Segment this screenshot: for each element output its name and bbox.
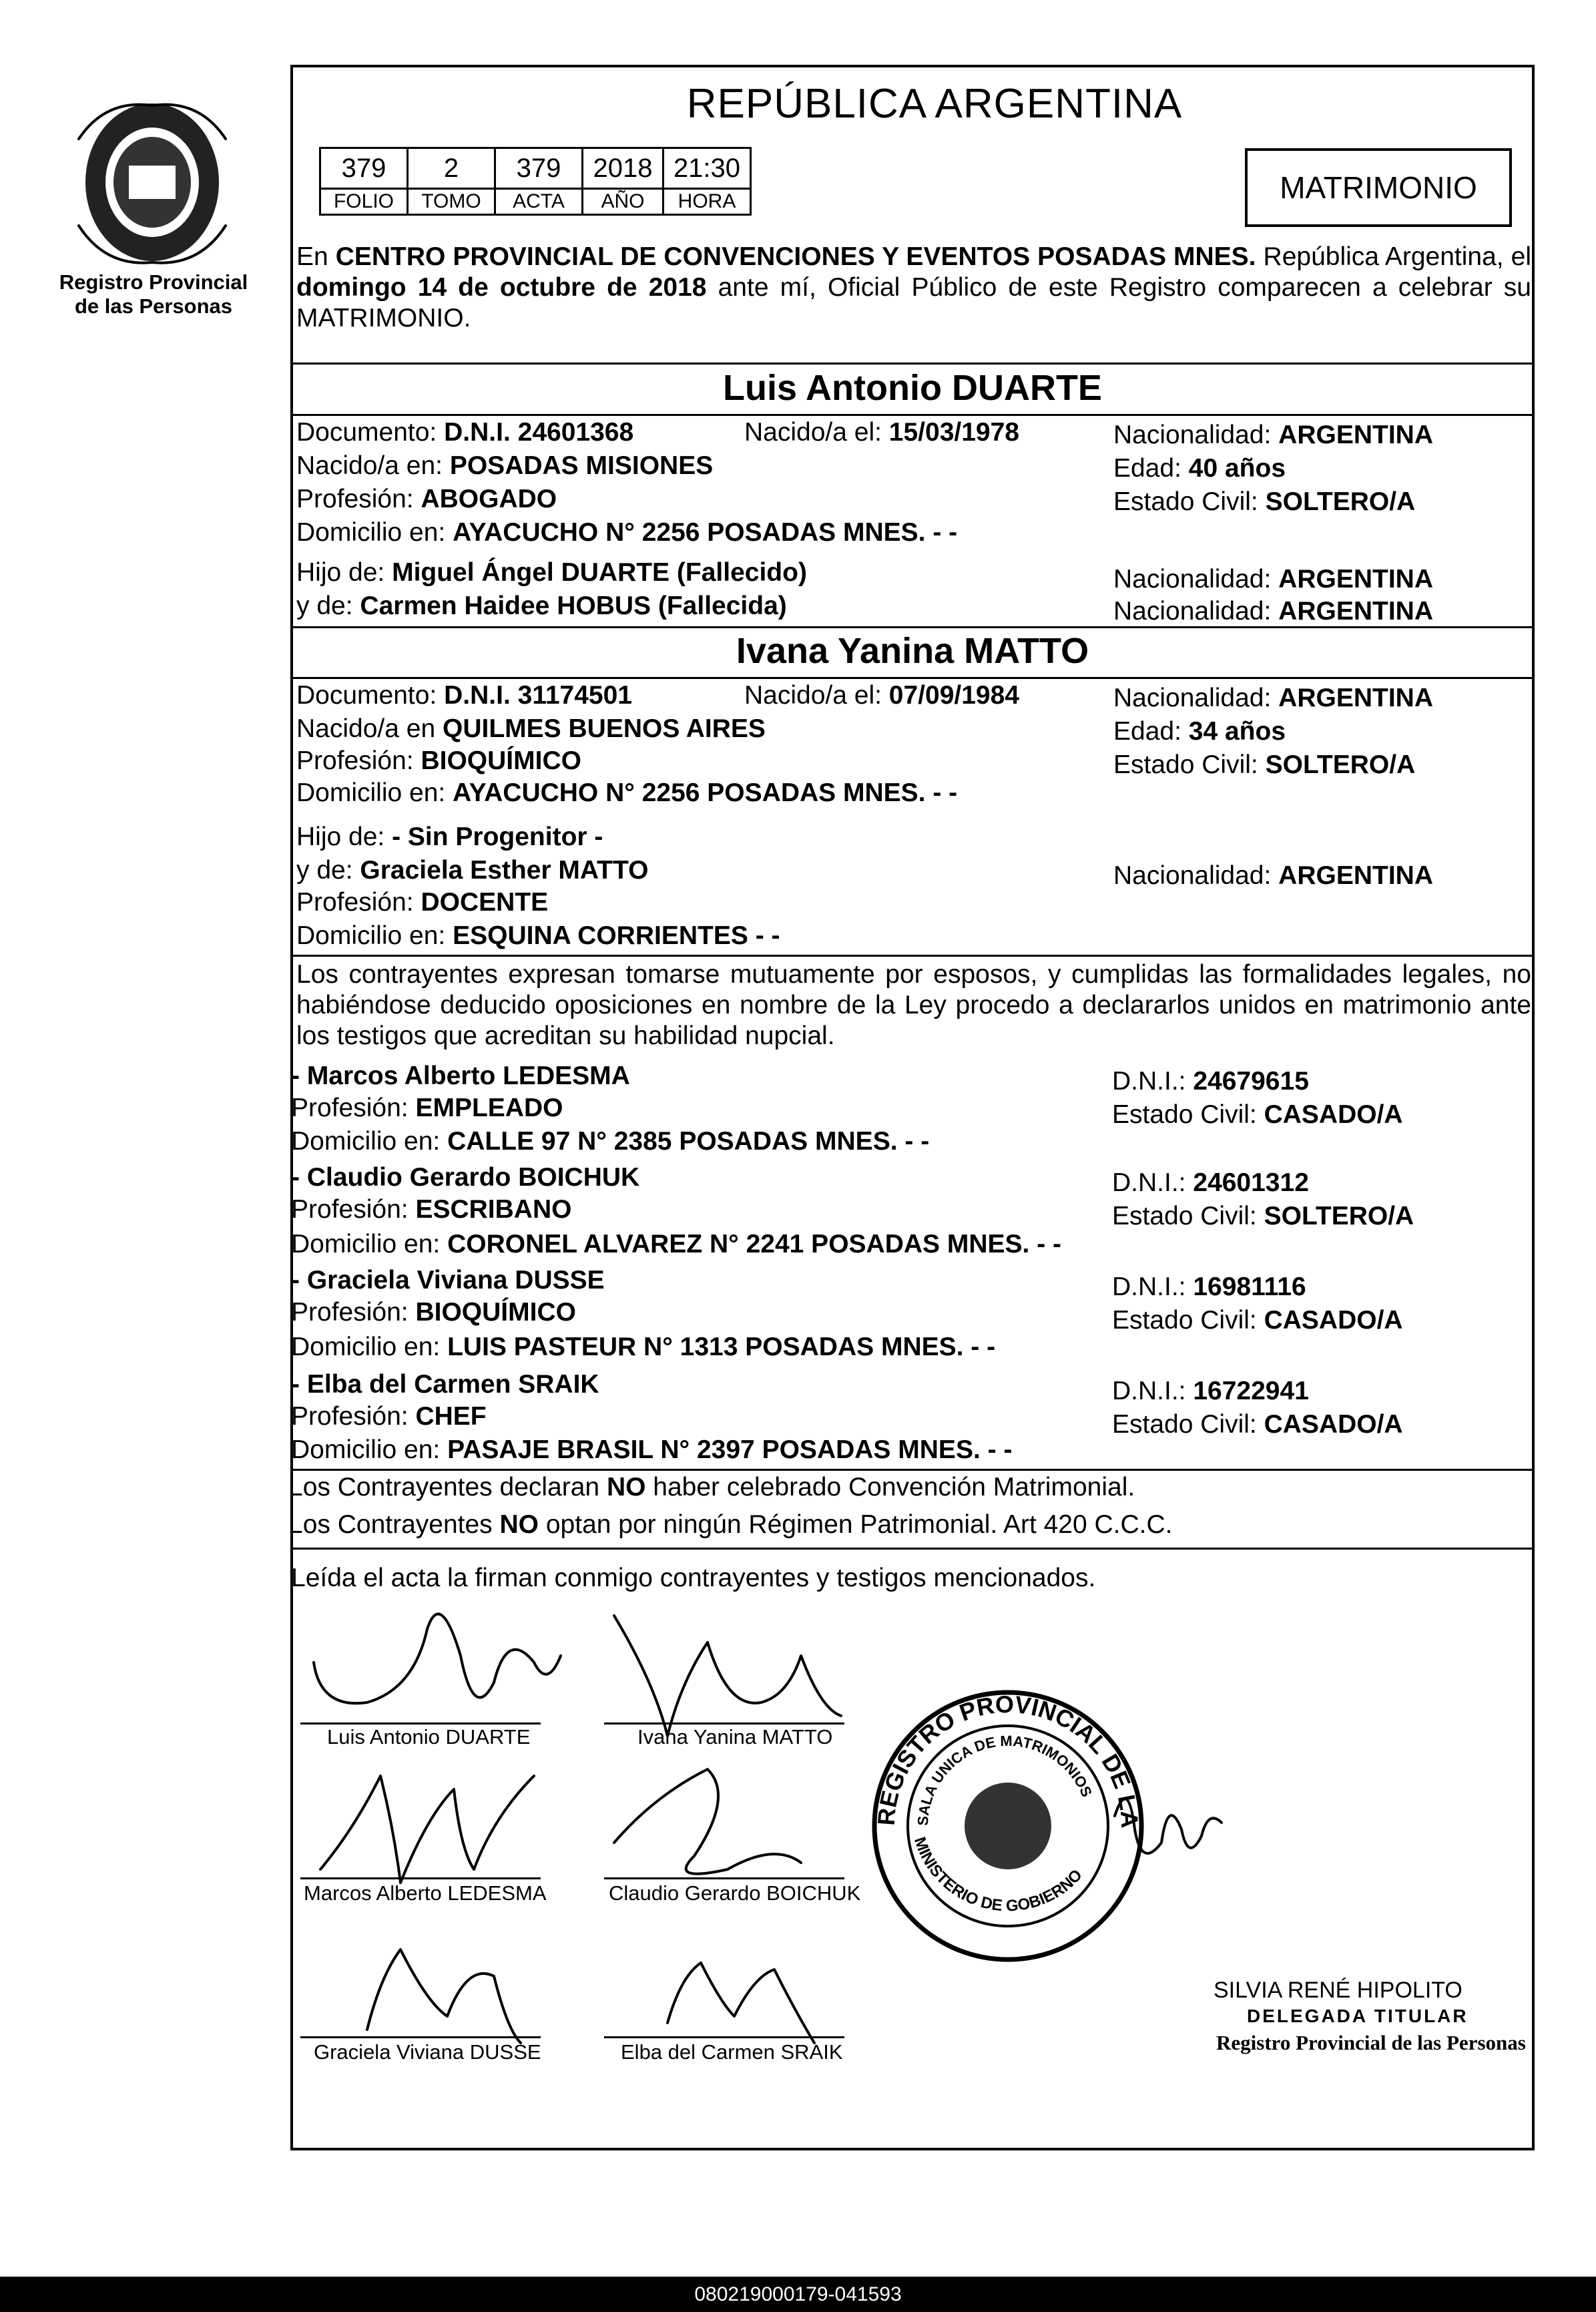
witness1-civil-status: Estado Civil: CASADO/A (1112, 1100, 1403, 1129)
signature-scribble-6 (668, 1963, 814, 2043)
spouse1-father-nationality: Nacionalidad: ARGENTINA (1113, 565, 1434, 594)
acta-value: 379 (495, 148, 583, 189)
witness1-name: - Marcos Alberto LEDESMA (291, 1062, 630, 1090)
witness4-address: Domicilio en: PASAJE BRASIL N° 2397 POSADAS MNES. - - (291, 1435, 1013, 1464)
witness1-profession: Profesión: EMPLEADO (291, 1094, 563, 1122)
tomo-label: TOMO (408, 189, 495, 215)
anio-label: AÑO (583, 189, 663, 215)
witness2-name: - Claudio Gerardo BOICHUK (291, 1163, 640, 1192)
spouse2-mother: y de: Graciela Esther MATTO (296, 856, 649, 885)
folio-label: FOLIO (320, 189, 408, 215)
stamp-outer-text: REGISTRO PROVINCIAL DE LA (872, 1690, 1144, 1829)
divider-spouse2 (290, 626, 1535, 628)
witness1-dni: D.N.I.: 24679615 (1112, 1067, 1309, 1096)
intro-text-3: ante mí, Oficial Público de este Registro comparecen a celebrar su MATRIMONIO. (296, 273, 1532, 332)
intro-text-1: En (296, 242, 336, 271)
logo-caption-line2: de las Personas (74, 294, 233, 318)
witness1-address: Domicilio en: CALLE 97 N° 2385 POSADAS MNES. - - (291, 1127, 930, 1156)
divider-declaration (290, 955, 1535, 957)
tomo-value: 2 (408, 148, 495, 189)
spouse2-father: Hijo de: - Sin Progenitor - (296, 823, 603, 851)
spouse2-document: Documento: D.N.I. 31174501 (296, 681, 632, 710)
spouse1-name-heading: Luis Antonio DUARTE (723, 368, 1102, 408)
official-name: SILVIA RENÉ HIPOLITO (1214, 1978, 1462, 2003)
spouse2-birthplace: Nacido/a en QUILMES BUENOS AIRES (296, 714, 766, 743)
hora-value: 21:30 (663, 148, 751, 189)
divider-signatures (290, 1548, 1535, 1550)
hora-label: HORA (663, 189, 751, 215)
spouse2-profession: Profesión: BIOQUÍMICO (296, 746, 581, 775)
spouse2-civil-status: Estado Civil: SOLTERO/A (1113, 750, 1416, 779)
spouse1-mother-nationality: Nacionalidad: ARGENTINA (1113, 597, 1434, 626)
closing-text: Leída el acta la firman conmigo contrayentes y testigos mencionados. (291, 1564, 1096, 1592)
official-office: Registro Provincial de las Personas (1216, 2031, 1526, 2054)
convention-line2: Los Contrayentes NO optan por ningún Régimen Patrimonial. Art 420 C.C.C. (288, 1510, 1173, 1539)
witness4-dni: D.N.I.: 16722941 (1112, 1377, 1309, 1405)
signature-scribble-3 (320, 1776, 534, 1883)
signature-scribble-2 (614, 1616, 841, 1736)
spouse1-birthplace: Nacido/a en: POSADAS MISIONES (296, 451, 714, 480)
document-barcode-footer: 080219000179-041593 (0, 2277, 1596, 2312)
witness3-name: - Graciela Viviana DUSSE (291, 1266, 605, 1295)
divider-convention (290, 1469, 1535, 1471)
spouse1-nationality: Nacionalidad: ARGENTINA (1113, 421, 1434, 449)
spouse2-birthdate: Nacido/a el: 07/09/1984 (744, 681, 1019, 710)
spouse1-mother: y de: Carmen Haidee HOBUS (Fallecida) (296, 592, 787, 620)
acta-label: ACTA (495, 189, 583, 215)
spouse2-age: Edad: 34 años (1113, 717, 1286, 746)
registry-data-table (319, 147, 752, 216)
signature-name-3: Marcos Alberto LEDESMA (304, 1881, 547, 1905)
witness2-dni: D.N.I.: 24601312 (1112, 1168, 1309, 1197)
intro-date: domingo 14 de octubre de 2018 (296, 273, 707, 302)
spouse2-mother-profession: Profesión: DOCENTE (296, 888, 549, 917)
intro-place: CENTRO PROVINCIAL DE CONVENCIONES Y EVENTOS POSADAS MNES. (335, 242, 1256, 271)
spouse2-name-heading: Ivana Yanina MATTO (736, 631, 1089, 671)
witness4-profession: Profesión: CHEF (291, 1402, 487, 1431)
spouse1-birthdate: Nacido/a el: 15/03/1978 (744, 418, 1019, 447)
divider-intro (290, 363, 1535, 365)
signature-scribble-5 (367, 1949, 521, 2043)
spouse2-mother-nationality: Nacionalidad: ARGENTINA (1113, 861, 1434, 890)
province-seal-logo (65, 92, 239, 272)
spouse2-nationality: Nacionalidad: ARGENTINA (1113, 684, 1434, 712)
spouse1-profession: Profesión: ABOGADO (296, 485, 557, 513)
witness2-address: Domicilio en: CORONEL ALVAREZ N° 2241 POSADAS MNES. - - (291, 1230, 1062, 1258)
stamp-bottom-text: MINISTERIO DE GOBIERNO (910, 1835, 1086, 1915)
signature-name-2: Ivana Yanina MATTO (637, 1725, 833, 1749)
intro-text-2: República Argentina, el (1256, 242, 1531, 271)
signature-name-1: Luis Antonio DUARTE (327, 1725, 531, 1749)
spouse1-father: Hijo de: Miguel Ángel DUARTE (Fallecido) (296, 558, 807, 587)
spouse1-address: Domicilio en: AYACUCHO N° 2256 POSADAS MNES. - - (296, 518, 958, 547)
signature-name-5: Graciela Viviana DUSSE (314, 2040, 541, 2064)
stamp-inner-text: SALA UNICA DE MATRIMONIOS (914, 1732, 1096, 1827)
anio-value: 2018 (583, 148, 663, 189)
spouse2-mother-address: Domicilio en: ESQUINA CORRIENTES - - (296, 921, 780, 950)
intro-paragraph (296, 242, 1531, 334)
witness4-civil-status: Estado Civil: CASADO/A (1112, 1410, 1403, 1439)
logo-caption (47, 270, 260, 318)
spouse1-civil-status: Estado Civil: SOLTERO/A (1113, 487, 1416, 516)
page-title: REPÚBLICA ARGENTINA (686, 81, 1183, 127)
witness4-name: - Elba del Carmen SRAIK (291, 1370, 599, 1399)
witness3-civil-status: Estado Civil: CASADO/A (1112, 1306, 1403, 1335)
spouse1-document: Documento: D.N.I. 24601368 (296, 418, 634, 447)
record-type-box: MATRIMONIO (1245, 148, 1512, 227)
witness3-address: Domicilio en: LUIS PASTEUR N° 1313 POSADAS MNES. - - (291, 1333, 996, 1361)
witness3-profession: Profesión: BIOQUÍMICO (291, 1298, 576, 1327)
logo-caption-line1: Registro Provincial (59, 270, 248, 294)
divider-spouse2-head (290, 677, 1535, 679)
spouse1-age: Edad: 40 años (1113, 454, 1286, 483)
convention-line1: Los Contrayentes declaran NO haber celebrado Convención Matrimonial. (288, 1473, 1135, 1501)
signature-name-4: Claudio Gerardo BOICHUK (609, 1881, 861, 1905)
official-round-stamp (868, 1686, 1148, 1966)
witness2-civil-status: Estado Civil: SOLTERO/A (1112, 1202, 1414, 1230)
divider-spouse1-head (290, 414, 1535, 416)
signature-name-6: Elba del Carmen SRAIK (621, 2040, 843, 2064)
declaration-paragraph: Los contrayentes expresan tomarse mutuamente por esposos, y cumplidas las formalidades legales, no habiéndose deducido oposiciones en nombre de la Ley procedo a declararlos unidos en matrimonio ante los testigos que acreditan su habilidad nupcial. (296, 960, 1531, 1050)
witness2-profession: Profesión: ESCRIBANO (291, 1195, 572, 1224)
folio-value: 379 (320, 148, 408, 189)
official-role: DELEGADA TITULAR (1247, 2006, 1469, 2026)
spouse2-address: Domicilio en: AYACUCHO N° 2256 POSADAS MNES. - - (296, 778, 958, 807)
signature-scribble-1 (314, 1614, 561, 1704)
witness3-dni: D.N.I.: 16981116 (1112, 1273, 1306, 1301)
signature-scribble-4 (614, 1769, 801, 1874)
